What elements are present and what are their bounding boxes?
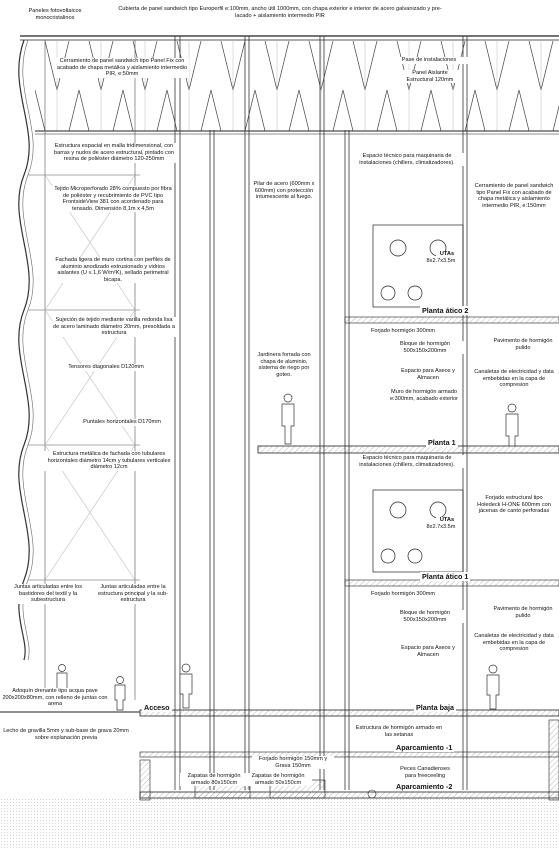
label-espacio-tecnico-top: Espacio técnico para maquinaria de instalaciones (chillers, climatizadores). — [350, 153, 464, 166]
textile-facade — [19, 40, 33, 660]
label-estructura-metalica: Estructura metálica de fachada con tubulares horizontales diámetro 14cm y tubulares verticales diámetro 12cm — [44, 451, 174, 471]
label-forjado-grava: Forjado hormigón 150mm y Grava 150mm — [252, 756, 334, 769]
label-peces: Peces Canadienses para freeceeling — [394, 766, 456, 779]
label-forjado-mid: Forjado hormigón 300mm — [364, 591, 442, 598]
label-pase-instalaciones: Pase de instalaciones — [388, 57, 470, 64]
label-forjado-estructural: Forjado estructural tipo Holedeck H-ONE 600mm con jácenas de canto perforadas — [472, 495, 556, 515]
label-zapatas-left: Zapatas de hormigón armado 80x150cm — [180, 773, 248, 786]
label-paneles-fotovoltaicos: Paneles fotovoltaicos monocristalinos — [8, 8, 102, 21]
label-panel-aislante: Panel Aislante Estructural 120mm — [400, 70, 460, 83]
label-tensores: Tensores diagonales D120mm — [60, 364, 152, 371]
label-tejido: Tejido Microperforado 28% compuesto por fibra de poliéster y recubrimiento de PVC tipo FrontsideView 381 con acordenado para tensado. Dimensión 8,1m x 4,5m — [52, 186, 174, 212]
label-pilar-acero: Pilar de acero (600mm x 600mm) con protección intumescente al fuego. — [253, 181, 315, 201]
label-sujecion-tejido: Sujeción de tejido mediante varilla redonda lisa de acero laminado diámetro 20mm, presoldada a estructura — [53, 317, 175, 337]
label-fachada-ligera: Fachada ligera de muro cortina con perfiles de aluminio anodizado extrusionado y vidrios aislantes (U ≤ 1,6 W/m²K), sellado perimetral bicapa. — [52, 257, 174, 283]
label-lecho-grava: Lecho de gravilla 5mm y sub-base de grava 20mm sobre explanación previa — [0, 728, 132, 741]
level-planta-1: Planta 1 — [428, 438, 456, 447]
level-aparcamiento-1: Aparcamiento -1 — [396, 743, 453, 752]
label-bloque-top: Bloque de hormigón 500x150x200mm — [386, 341, 464, 354]
level-aparcamiento-2: Aparcamiento -2 — [396, 782, 453, 791]
columns — [175, 36, 467, 790]
label-muro-hormigon: Muro de hormigón armado e:300mm, acabado exterior — [386, 389, 462, 402]
label-pavimento-top: Pavimento de hormigón pulido — [490, 338, 556, 351]
label-jardinera: Jardinera forrada con chapa de aluminio, sistema de riego por goteo. — [252, 352, 316, 378]
label-espacio-tecnico-mid: Espacio técnico para maquinaria de instalaciones (chillers, climatizadores). — [350, 455, 464, 468]
label-utas-mid-title: UTAs — [436, 517, 458, 524]
label-cerramiento-top: Cerramiento de panel sandwich tipo Panel Fix con acabado de chapa metálica y aislamiento intermedio PIR, e:50mm — [56, 58, 188, 78]
label-cubierta-panel: Cubierta de panel sandwich tipo Europerfil e:100mm, ancho útil 1000mm, con chapa exterior e interior de acero galvanizado y pre-lacado + aislamiento intermedio PIR — [112, 6, 448, 19]
label-zapatas-right: Zapatas de hormigón armado 50x150cm — [244, 773, 312, 786]
label-juntas-left: Juntas articuladas entre los bastidores del textil y la subestructura — [10, 584, 86, 604]
label-estructura-hormigon: Estructura de hormigón armado en las setanas — [355, 725, 443, 738]
label-utas-mid-dims: 8x2.7x3.5m — [420, 524, 462, 531]
label-adoquin: Adoquín drenante tipo acqua pave 200x200x80mm, con relleno de juntas con arena — [0, 688, 110, 708]
level-planta-baja: Planta baja — [416, 703, 454, 712]
label-estructura-espacial: Estructura espacial en malla tridimensional, con barras y nudos de acero estructural, pintado con resina de poliéster diámetro 120-250mm — [53, 143, 175, 163]
label-forjado-top: Forjado hormigón 300mm — [364, 328, 442, 335]
label-utas-top-dims: 8x2.7x3.5m — [420, 258, 462, 265]
level-planta-atico-2: Planta ático 2 — [422, 306, 469, 315]
label-espacio-aseos-mid: Espacio para Aseos y Almacen — [395, 645, 461, 658]
roof-structure — [20, 36, 559, 134]
label-cerramiento-right: Cerramiento de panel sandwich tipo Panel Fix con acabado de chapa metálica y aislamiento intermedio PIR, e:150mm — [472, 183, 556, 209]
label-espacio-aseos-top: Espacio para Aseos y Almacen — [395, 368, 461, 381]
level-acceso: Acceso — [144, 703, 170, 712]
label-pavimento-mid: Pavimento de hormigón pulido — [490, 606, 556, 619]
label-utas-top-title: UTAs — [436, 251, 458, 258]
label-canaletas-top: Canaletas de electricidad y data embebidas en la capa de compresion — [472, 369, 556, 389]
label-canaletas-mid: Canaletas de electricidad y data embebidas en la capa de compresion — [472, 633, 556, 653]
label-juntas-right: Juntas articuladas entre la estructura principal y la sub-estructura — [92, 584, 174, 604]
label-bloque-mid: Bloque de hormigón 500x150x200mm — [386, 610, 464, 623]
level-planta-atico-1: Planta ático 1 — [422, 572, 469, 581]
label-puntales: Puntales horizontales D170mm — [74, 419, 170, 426]
floor-slabs — [0, 317, 559, 798]
